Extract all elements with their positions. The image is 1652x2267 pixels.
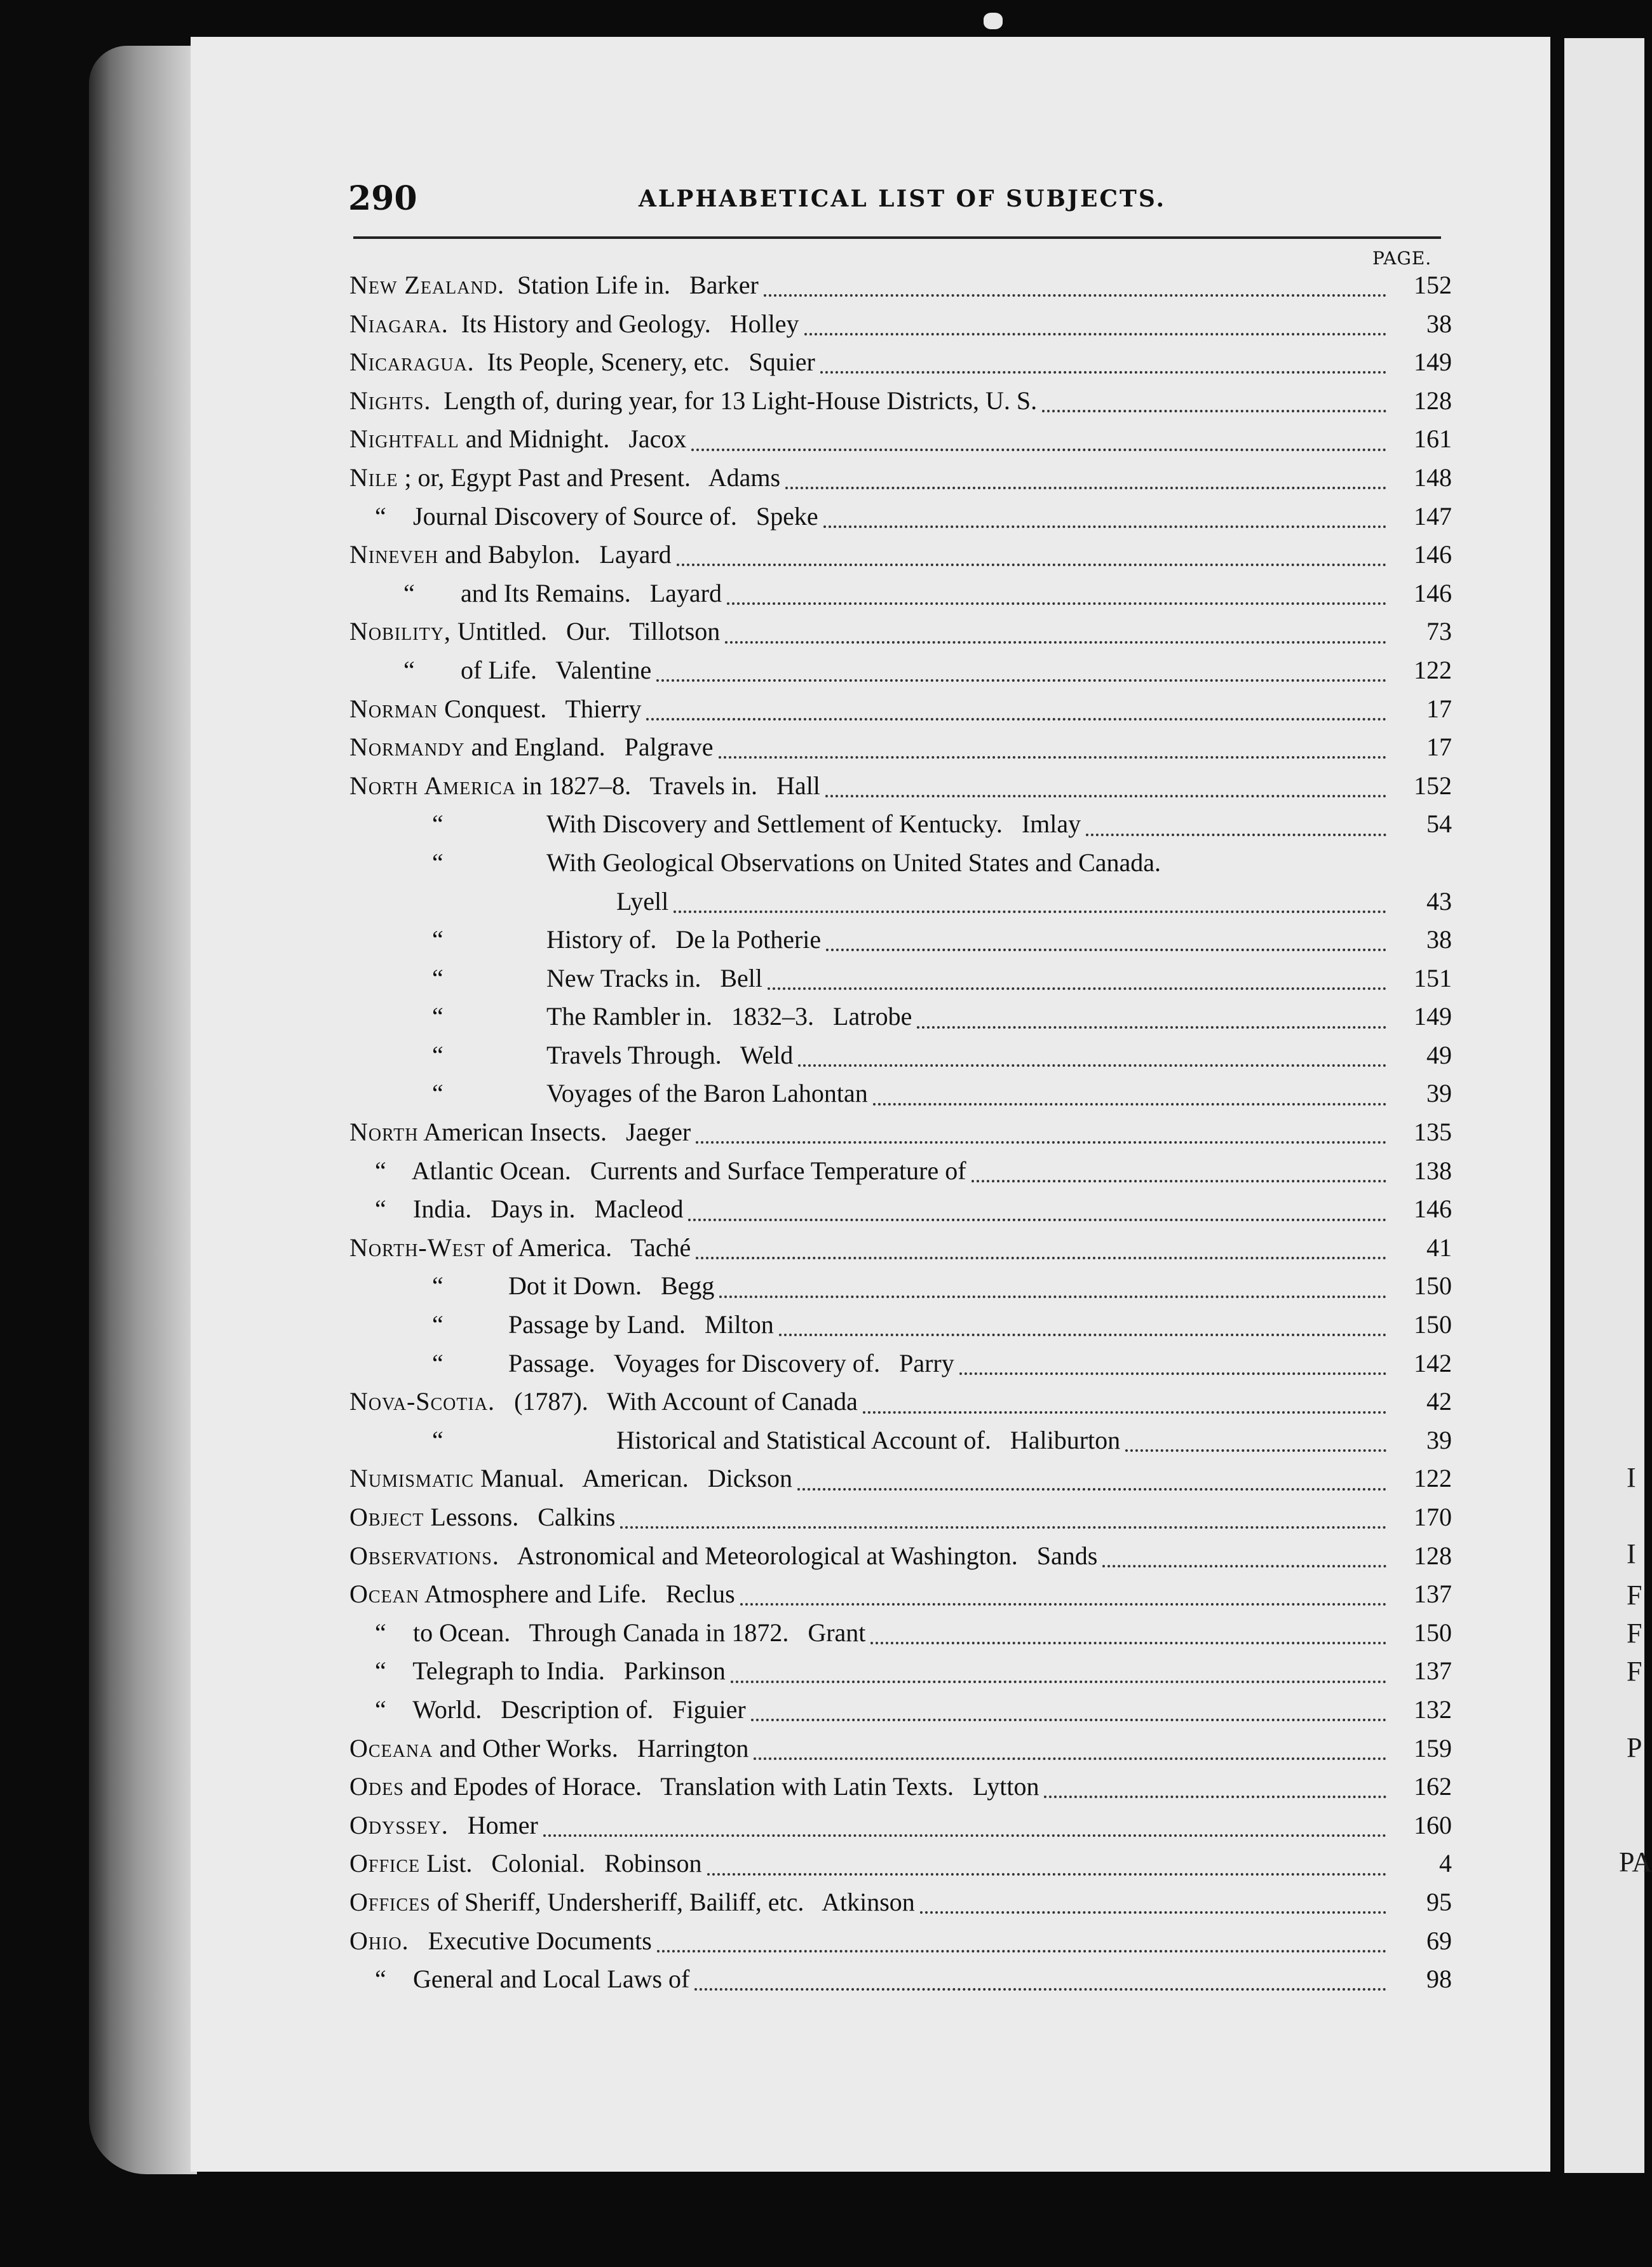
dot-leader [620,1526,1386,1529]
entry-text [349,1309,774,1339]
entry-text [349,1656,726,1686]
entry-description: Passage by Land. Milton [508,1310,774,1339]
dot-leader [719,756,1386,759]
entry-keyword: Object [349,1503,424,1531]
index-entry [349,501,1452,540]
entry-description: Travels Through. Weld [546,1040,794,1069]
entry-text [349,347,815,377]
dot-leader [677,564,1386,566]
index-entry [349,463,1452,501]
entry-description: and Other Works. Harrington [433,1733,749,1763]
header-rule [353,236,1441,239]
dot-leader [674,910,1386,913]
entry-description: Astronomical and Meteorological at Washington. Sands [499,1541,1098,1570]
ditto-mark: “ [375,1194,386,1224]
index-entry [349,1656,1452,1695]
entry-text [349,463,780,492]
dot-leader [797,1488,1386,1491]
index-entry [349,1386,1452,1425]
entry-text [349,1233,691,1262]
page-ref: 132 [1414,1695,1452,1724]
ditto-mark: “ [432,1079,443,1108]
facing-page-fragment: I [1627,1462,1636,1493]
page-ref: 149 [1414,1002,1452,1031]
index-entry [349,1078,1452,1117]
dot-leader [1125,1449,1386,1452]
page-column-label: PAGE. [1372,248,1432,269]
entry-text [349,1463,792,1493]
entry-text [349,1695,746,1724]
entry-keyword: North-West [349,1233,486,1262]
entry-keyword: Nobility, [349,617,451,646]
dot-leader [754,1757,1386,1760]
index-entry [349,347,1452,386]
entry-description: General and Local Laws of [394,1965,690,1994]
entry-text [349,1887,915,1917]
entry-description: Historical and Statistical Account of. Haliburton [616,1425,1121,1454]
entry-description: Station Life in. Barker [504,271,759,299]
dot-leader [873,1103,1386,1106]
index-entry [349,309,1452,348]
entry-text [349,1001,912,1031]
entry-text [349,1040,793,1070]
entry-keyword: Normandy [349,733,465,762]
entry-text [349,424,686,454]
page-ref: 73 [1426,617,1452,646]
page-ref: 4 [1439,1849,1452,1878]
entry-keyword: Nights. [349,386,431,415]
dot-leader [696,1141,1386,1144]
index-entry [349,1348,1452,1387]
running-head: ALPHABETICAL LIST OF SUBJECTS. [639,186,1167,212]
page-ref: 148 [1414,463,1452,492]
ditto-mark: “ [375,1156,386,1185]
entry-description: Journal Discovery of Source of. Speke [394,501,818,531]
dot-leader [785,487,1386,489]
index-entry [349,1926,1452,1965]
index-entry [349,1040,1452,1079]
index-entry [349,270,1452,309]
dot-leader [656,679,1386,682]
entry-description: Executive Documents [409,1926,652,1955]
entry-description: List. Colonial. Robinson [420,1849,702,1878]
entry-description: ; or, Egypt Past and Present. Adams [398,463,781,492]
index-entry [349,809,1452,848]
index-entry [349,386,1452,424]
entry-keyword: Nineveh [349,540,439,569]
page-ref: 17 [1426,733,1452,762]
entry-text [349,1848,702,1878]
page-ref: 147 [1414,501,1452,531]
entry-text [349,809,1081,839]
index-entry [349,1233,1452,1271]
entry-description: Atmosphere and Life. Reclus [419,1580,735,1609]
dot-leader [820,371,1386,374]
entry-description: and Epodes of Horace. Translation with Latin Texts. Lytton [403,1772,1039,1801]
dot-leader [972,1180,1386,1182]
entry-text [349,1618,865,1648]
entry-keyword: Nightfall [349,424,459,454]
page-ref: 150 [1414,1618,1452,1647]
dot-leader [870,1642,1386,1644]
dot-leader [779,1334,1386,1336]
entry-text [349,1271,714,1301]
entry-text [349,1425,1120,1455]
entry-text [349,1733,748,1763]
page-ref: 161 [1414,424,1452,454]
ditto-mark: “ [375,1656,386,1686]
entry-text [349,1810,538,1840]
index-entry [349,924,1452,963]
page-ref: 137 [1414,1580,1452,1609]
page-ref: 17 [1426,694,1452,723]
page-ref: 43 [1426,886,1452,916]
facing-page-fragment: F [1627,1580,1642,1611]
page-ref: 146 [1414,1194,1452,1224]
index-entry [349,1887,1452,1926]
page-ref: 128 [1414,1541,1452,1570]
dot-leader [920,1911,1386,1914]
entry-text [349,1078,868,1108]
index-entry [349,424,1452,463]
page-ref: 54 [1426,809,1452,839]
index-entry [349,1695,1452,1733]
entry-description: of America. Taché [485,1233,691,1262]
entry-description: Atlantic Ocean. Currents and Surface Temperature of [394,1156,966,1185]
index-entry [349,1001,1452,1040]
entry-description: India. Days in. Macleod [394,1194,684,1224]
dot-leader [740,1603,1386,1606]
entry-keyword: Niagara. [349,309,449,338]
dot-leader [657,1950,1386,1952]
entry-text [349,694,641,724]
facing-page-fragment: F [1627,1618,1642,1649]
index-entry [349,1425,1452,1464]
entry-text [349,578,722,608]
facing-page-fragment: I [1627,1538,1636,1569]
entry-text [349,655,651,685]
entry-description: The Rambler in. 1832–3. Latrobe [546,1002,912,1031]
entry-description: Dot it Down. Begg [508,1271,715,1301]
dot-leader [725,641,1386,644]
entry-text [349,1964,689,1994]
entry-description: in 1827–8. Travels in. Hall [516,771,820,800]
entry-text [349,732,714,762]
entry-text [349,539,672,569]
dot-leader [798,1064,1386,1067]
dot-leader [823,525,1386,528]
index-entry [349,1117,1452,1156]
entry-text [349,1117,691,1147]
entry-keyword: New Zealand. [349,271,504,299]
ditto-mark: “ [432,1310,443,1339]
entry-description: of Life. Valentine [423,655,652,684]
ditto-mark: “ [432,963,443,992]
dot-leader [707,1873,1387,1876]
page-ref: 149 [1414,348,1452,377]
dot-leader [917,1026,1386,1029]
entry-description: Its History and Geology. Holley [448,309,799,338]
entry-description: New Tracks in. Bell [546,963,762,992]
dot-leader [696,1257,1386,1259]
entry-text [349,1502,615,1532]
index-entry [349,771,1452,809]
entry-keyword: Norman [349,694,438,723]
entry-keyword: North [349,1118,419,1147]
dot-leader [1086,834,1386,836]
index-entry [349,1463,1452,1502]
page-ref: 135 [1414,1118,1452,1147]
index-entry [349,578,1452,617]
entry-description: Its People, Scenery, etc. Squier [474,348,815,377]
entry-description: Lessons. Calkins [424,1503,616,1531]
page-ref: 170 [1414,1503,1452,1531]
ditto-mark: “ [375,1965,386,1994]
page-ref: 69 [1426,1926,1452,1955]
page-ref: 122 [1414,1464,1452,1493]
dot-leader [959,1372,1386,1375]
ditto-mark: “ [375,1618,386,1647]
index-entry [349,616,1452,655]
page-ref: 162 [1414,1772,1452,1801]
index-entry [349,963,1452,1002]
page-ref: 138 [1414,1156,1452,1185]
entry-text [349,771,820,801]
index-entry [349,848,1452,886]
ditto-mark: “ [403,578,415,607]
entry-description: Voyages of the Baron Lahontan [546,1079,868,1108]
entry-description: (1787). With Account of Canada [495,1387,858,1416]
index-entry [349,1579,1452,1618]
entry-text [349,1348,954,1378]
subject-index-list [349,270,1452,2003]
book-edge [89,46,197,2174]
page-ref: 142 [1414,1348,1452,1377]
entry-text [349,1541,1097,1571]
page-ref: 151 [1414,963,1452,992]
ditto-mark: “ [432,809,443,839]
ditto-mark: “ [432,1348,443,1377]
entry-keyword: Numismatic [349,1464,475,1493]
entry-text [349,1926,652,1956]
page-ref: 38 [1426,925,1452,954]
entry-keyword: Office [349,1849,421,1878]
index-entry [349,1810,1452,1849]
index-entry [349,1194,1452,1233]
dot-leader [1102,1565,1386,1567]
index-entry [349,1771,1452,1810]
entry-description: to Ocean. Through Canada in 1872. Grant [394,1618,866,1647]
entry-description: and Midnight. Jacox [459,424,687,454]
entry-description: American Insects. Jaeger [418,1118,691,1147]
facing-page-fragment: P [1627,1732,1642,1763]
page-ref: 39 [1426,1425,1452,1454]
entry-text [349,386,1037,416]
page-ref: 146 [1414,540,1452,569]
entry-keyword: Odes [349,1772,404,1801]
index-entry [349,539,1452,578]
ditto-mark: “ [432,925,443,954]
page-ref: 146 [1414,578,1452,607]
page-ref: 41 [1426,1233,1452,1262]
ditto-mark: “ [432,1002,443,1031]
index-entry [349,1271,1452,1309]
entry-description: With Discovery and Settlement of Kentucky. Imlay [546,809,1081,839]
index-entry [349,694,1452,733]
dot-leader [731,1681,1386,1683]
index-entry [349,1502,1452,1541]
index-entry [349,1309,1452,1348]
ditto-mark: “ [432,1271,443,1301]
entry-description: Manual. American. Dickson [474,1464,793,1493]
page-ref: 152 [1414,271,1452,299]
ditto-mark: “ [375,1695,386,1724]
entry-description: Length of, during year, for 13 Light-House Districts, U. S. [431,386,1038,415]
dot-leader [646,718,1386,721]
ditto-mark: “ [432,1425,443,1454]
entry-keyword: Ocean [349,1580,420,1609]
page-ref: 137 [1414,1656,1452,1686]
ditto-mark: “ [432,1040,443,1069]
page-ref: 98 [1426,1965,1452,1994]
entry-text [349,924,821,954]
dot-leader [1044,1796,1386,1798]
entry-keyword: Nicaragua. [349,348,475,377]
entry-description: and Its Remains. Layard [423,578,722,607]
entry-description: of Sheriff, Undersheriff, Bailiff, etc. Atkinson [430,1887,915,1916]
entry-keyword: North America [349,771,517,800]
entry-description: Untitled. Our. Tillotson [450,617,721,646]
entry-description: Lyell [616,886,669,916]
entry-text [349,886,668,916]
entry-text [349,501,818,531]
entry-description: World. Description of. Figuier [394,1695,746,1724]
page-ref: 39 [1426,1079,1452,1108]
dot-leader [719,1296,1386,1298]
entry-text [349,1386,858,1416]
entry-description: With Geological Observations on United States and Canada. [546,848,1161,877]
index-entry [349,1733,1452,1772]
dot-leader [727,602,1386,605]
entry-text [349,270,759,300]
page-ref: 128 [1414,386,1452,415]
entry-text [349,848,1161,877]
entry-description: Passage. Voyages for Discovery of. Parry [508,1348,954,1377]
entry-text [349,963,762,993]
facing-page-fragment: PA [1619,1846,1652,1878]
page-ref: 152 [1414,771,1452,800]
dot-leader [825,795,1386,797]
dot-leader [1042,410,1386,412]
index-entry [349,732,1452,771]
entry-keyword: Nova-Scotia. [349,1387,496,1416]
dot-leader [764,294,1386,297]
dot-leader [826,949,1386,951]
entry-text [349,1771,1039,1801]
entry-keyword: Offices [349,1887,431,1916]
entry-description: and England. Palgrave [464,733,714,762]
entry-keyword: Oceana [349,1733,433,1763]
index-entry [349,1541,1452,1580]
index-entry [349,1156,1452,1194]
entry-text [349,1194,683,1224]
entry-description: Telegraph to India. Parkinson [394,1656,726,1686]
index-entry [349,886,1452,925]
index-entry [349,1618,1452,1656]
ditto-mark: “ [375,501,386,531]
entry-text [349,309,799,339]
entry-text [349,616,720,646]
index-entry [349,1848,1452,1887]
page-ref: 160 [1414,1810,1452,1839]
entry-description: and Babylon. Layard [438,540,672,569]
entry-keyword: Nile [349,463,398,492]
ditto-mark: “ [403,655,415,684]
facing-page-fragment: F [1627,1656,1642,1687]
page-ref: 150 [1414,1271,1452,1301]
dot-leader [768,987,1386,990]
entry-keyword: Ohio. [349,1926,409,1955]
dot-leader [751,1719,1386,1721]
index-entry [349,1964,1452,2003]
entry-description: Conquest. Thierry [438,694,642,723]
entry-keyword: Odyssey. [349,1810,449,1839]
dot-leader [863,1411,1386,1414]
page-number: 290 [348,179,417,218]
dot-leader [688,1219,1386,1221]
page-ref: 49 [1426,1040,1452,1069]
dot-leader [694,1988,1386,1991]
dot-leader [804,333,1386,335]
entry-text [349,1579,735,1609]
entry-description: History of. De la Potherie [546,925,822,954]
entry-text [349,1156,966,1186]
page-ref: 159 [1414,1733,1452,1763]
entry-description: Homer [448,1810,538,1839]
index-entry [349,655,1452,694]
ditto-mark: “ [432,848,443,877]
dot-leader [691,449,1386,451]
dot-leader [543,1834,1386,1837]
paper-speck [984,13,1003,29]
page-ref: 95 [1426,1887,1452,1916]
page-ref: 122 [1414,655,1452,684]
page-ref: 38 [1426,309,1452,338]
page-ref: 42 [1426,1387,1452,1416]
page-ref: 150 [1414,1310,1452,1339]
entry-keyword: Observations. [349,1541,499,1570]
